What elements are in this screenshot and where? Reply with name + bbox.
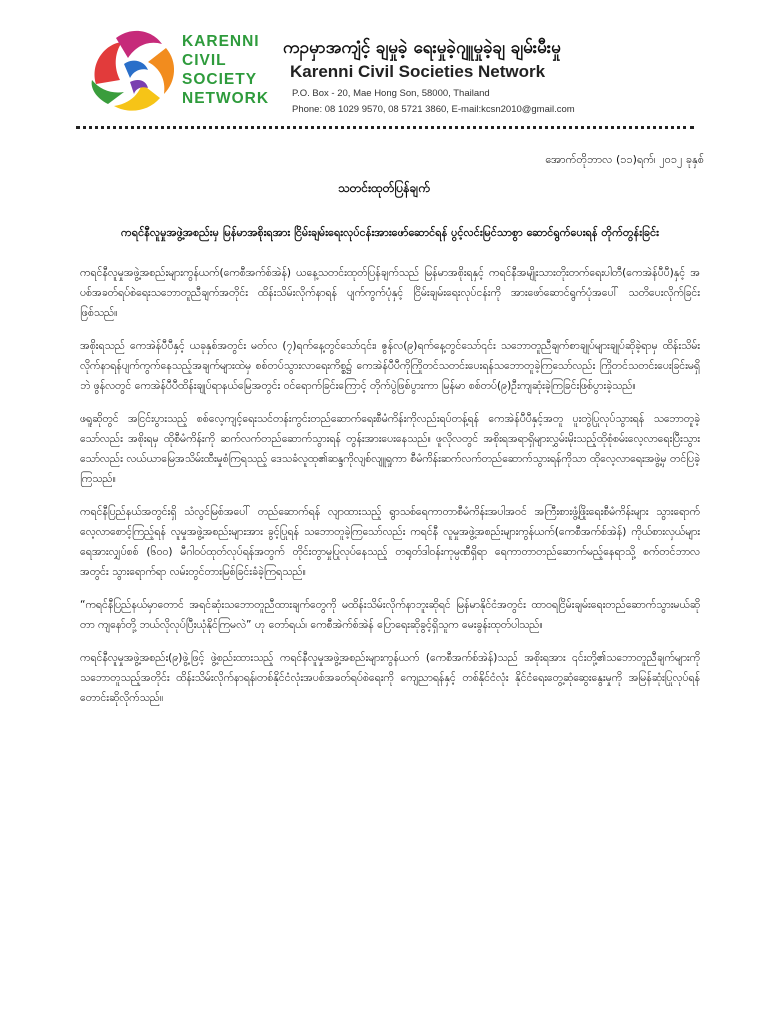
logo-line: KARENNI	[182, 33, 260, 50]
header-divider	[76, 126, 694, 129]
logo-line: NETWORK	[182, 90, 270, 107]
body-paragraph: ကရင်နီလူမှုအဖွဲ့အစည်းများကွန်ယက်(ကေစီအက်စ်အဲန်) ယနေ့သတင်းထုတ်ပြန်ချက်သည် မြန်မာအစိုးရနှင့် ကရင်နီအမျိုးသားတိုးတက်ရေးပါတီ(ကေအဲန်ပီပီ)နှင့် အပစ်အခတ်ရပ်စဲရေးသဘောတူညီချက်အတိုင်း ထိန်းသိမ်းလိုက်နာရန် ပျက်ကွက်ပုံနှင့် ငြိမ်းချမ်းရေးလုပ်ငန်းကို အားဖော်ဆောင်ရွက်ပုံအပေါ် သတိပေးလိုက်ခြင်းဖြစ်သည်။	[80, 267, 700, 319]
body-paragraph: ကရင်နီပြည်နယ်အတွင်းရှိ သံလွင်မြစ်အပေါ် တည်ဆောက်ရန် လျာထားသည့် ရွာသစ်ရေကာတာစီမံကိန်းအပါအဝင် အကြီးစားဖွံ့ဖြိုးရေးစီမံကိန်းများ သွားရောက် လေ့လာစောင့်ကြည့်ရန် လူမှုအဖွဲ့အစည်းများအား ခွင့်ပြုရန် သဘောတူခဲ့ကြသော်လည်း ကရင်နီ လူမှုအဖွဲ့အစည်းများကွန်ယက်(ကေစီအက်စ်အဲန်) ကိုယ်စားလှယ်များ ရေအားလျှပ်စစ် (၆၀၀) မီဂါဝပ်ထုတ်လုပ်ရန်အတွက် တိုင်းတွာမှုပြုလုပ်နေသည့် တရုတ်ဒါဝန်းကုမ္ပဏီရှိရာ ရေကာတာတည်ဆောက်မည့်နေရာသို့ စက်တင်ဘာလအတွင်း သွားရောက်ရာ လမ်းတွင်တားမြစ်ခြင်းခံခဲ့ကြရသည်။	[80, 506, 700, 578]
letter-body	[80, 263, 700, 721]
logo-line: SOCIETY	[182, 71, 258, 88]
body-paragraph: အစိုးရသည် ကေအဲန်ပီပီနှင့် ယခုနှစ်အတွင်း မတ်လ (၇)ရက်နေ့တွင်သော်၎င်း၊ ဇွန်လ(၉)ရက်နေ့တွင်သော်၎င်း သဘောတူညီချက်စာချုပ်များချုပ်ဆိုခဲ့ရာမှ ထိန်းသိမ်းလိုက်နာရန်ပျက်ကွက်နေသည့်အချက်များထဲမှ စစ်တပ်သွားလာရေးကိစ္စ၌ ကေအဲန်ပီပီကိုကြိုတင်သတင်းပေးရန်သဘောတူခဲ့ကြသော်လည်း ကြိုတင်သတင်းပေးခြင်းမရှိဘဲ ဖွန်လတွင် ကေအဲန်ပီပီထိန်းချုပ်ရာနယ်မြေအတွင်း ဝင်ရောက်ခြင်းကြောင့် တိုက်ပွဲဖြစ်ပွားကာ မြန်မာ စစ်တပ်(၉)ဦးကျဆုံးခဲ့ကြခြင်းဖြစ်ပွားခဲ့သည်။	[80, 340, 700, 392]
document-subject: ကရင်နီလူမှုအဖွဲ့အစည်းမှ မြန်မာအစိုးရအား ငြိမ်းချမ်းရေးလုပ်ငန်းအားဖော်ဆောင်ရန် ပွင့်လင်းမြင်သာစွာ ဆောင်ရွက်ပေးရန် တိုက်တွန်းခြင်း	[121, 226, 659, 239]
org-name-english: Karenni Civil Societies Network	[290, 62, 546, 81]
body-paragraph: “ကရင်နီပြည်နယ်မှာတောင် အရင်ဆုံးသဘောတူညီထားချက်တွေကို မထိန်းသိမ်းလိုက်နာဘူးဆိုရင် မြန်မာနိုင်ငံအတွင်း ထာဝရငြိမ်းချမ်းရေးတည်ဆောက်သွားမယ်ဆိုတာ ကျနော်တို့ ဘယ်လိုလုပ်ပြီးယုံနိုင်ကြမလဲ” ဟု တော်ရယ်၊ ကေစီအဲက်စ်အဲန် ပြောရေးဆိုခွင့်ရှိသူက မေးခွန်းထုတ်ပါသည်။	[80, 599, 700, 631]
logo-wordmark	[182, 32, 292, 108]
logo-line: CIVIL	[182, 52, 227, 69]
hands-logo-icon	[86, 24, 182, 120]
kcsn-logo	[86, 24, 286, 124]
document-title: သတင်းထုတ်ပြန်ချက်	[338, 181, 430, 195]
body-paragraph: ကရင်နီလူမှုအဖွဲ့အစည်း(၉)ဖွဲ့ဖြင့် ဖွဲ့စည်းထားသည့် ကရင်နီလူမှုအဖွဲ့အစည်းများကွန်ယက် (ကေစီအက်စ်အဲန်)သည် အစိုးရအား ၎င်းတို့၏သဘောတူညီချက်များကို သဘောတူသည့်အတိုင်း ထိန်းသိမ်းလိုက်နာရန်၊တစ်နိုင်ငံလုံးအပစ်အခတ်ရပ်စဲရေးကို ကျေညာရန်နှင့် တစ်နိုင်ငံလုံး နိုင်ငံရေးတွေ့ဆုံဆွေးနွေးမှုကို အမြန်ဆုံးပြုလုပ်ရန် တောင်းဆိုလိုက်သည်။	[80, 652, 700, 704]
org-name-local: ကၣမှာအကျံင့် ချမှုခဲ့ ရေးမှုခဲ့ဂျူမှုခဲ့ချ ချမ်းမီးမှု	[283, 38, 561, 58]
body-paragraph: ဖရူဆိုတွင် အငြင်းပွားသည့် စစ်လေ့ကျင့်ရေးသင်တန်းကွင်းတည်ဆောက်ရေးစီမံကိန်းကိုလည်းရပ်တန့်ရန် ကေအဲန်ပီပီနှင့်အတူ ပူးတွဲပြုလုပ်သွားရန် သဘောတူခဲ့သော်လည်း အစိုးရမှ ထိုစီမံကိန်းကို ဆက်လက်တည်ဆောက်သွားရန် တွန်းအားပေးနေသည်။ ဖူလိုလတွင် အစိုးရအရာရှိများလွှမ်းမိုးသည့်ထိုစုံစမ်းလေ့လာရေးပြီးသွားသော်လည်း လယ်ယာမြေအသိမ်းထီးမှုစံကြရသည့် ဒေသခံလူထု၏ဆန္ဒကိုလျစ်လျူရှုကာ စီမံကိန်းဆက်လက်တည်ဆောက်သွားရန်ကိုသာ ထိုလေ့လာရေးအဖွဲ့မှ တင်ပြခဲ့ကြသည်။	[80, 413, 700, 485]
org-contact: Phone: 08 1029 9570, 08 5721 3860, E-mail:kcsn2010@gmail.com	[292, 104, 575, 115]
org-address: P.O. Box - 20, Mae Hong Son, 58000, Thailand	[292, 88, 490, 99]
letter-date: အောက်တိုဘာလ (၁၁)ရက်၊ ၂၀၁၂ ခုနှစ်	[545, 153, 704, 166]
